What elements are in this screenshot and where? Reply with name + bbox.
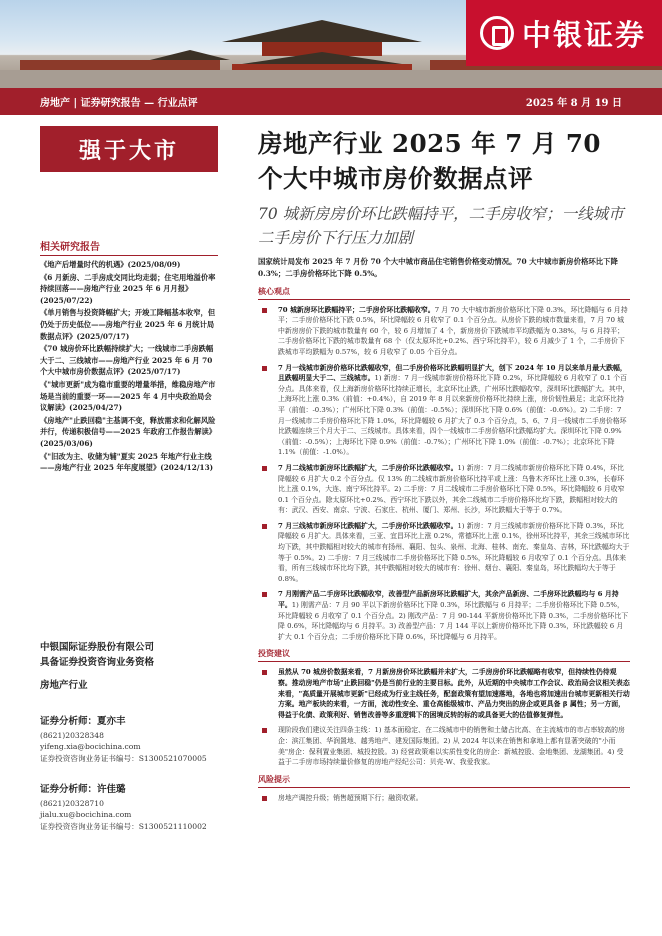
core-view-text: 1) 新房：7 月三线城市新房价格环比下降 0.3%，环比降幅较 6 月扩大。具体来看，三亚、宜昌环比上涨 0.2%，常德环比上涨 0.1%，徐州环比持平，其余三线城市环比均下跌，其中跌幅相对较大的城市有扬州、襄阳、包头、泉州、北海、桂林、南充、秦皇岛、吉林，环比跌幅均大于等于 0.5%。2) 二手房：7 月三线城市二手房价格环比下降 0.5%，环比降幅较 6 月收窄了 0.1 个百分点。具体来看，所有三线城市环比均下跌，其中跌幅相对较大的城市有：徐州、烟台、襄阳、秦皇岛，环比跌幅均大于等于 0.8%。 xyxy=(278,521,630,583)
palace-wall-left xyxy=(20,60,220,70)
analyst-email[interactable]: jialu.xu@bocichina.com xyxy=(40,810,132,819)
palace-roof-graphic xyxy=(222,20,422,42)
analyst-license: 证券投资咨询业务证书编号：S1300521070005 xyxy=(40,753,207,763)
core-view-lead: 7 月刚需产品二手房环比跌幅收窄，改善型产品新房环比跌幅扩大，其余产品新房、二手房环比跌幅均与 6 月持平。 xyxy=(278,590,619,610)
risk-heading: 风险提示 xyxy=(258,774,630,788)
core-views-heading: 核心观点 xyxy=(258,286,630,300)
investment-advice-item xyxy=(258,667,630,720)
analyst-phone: (8621)20328710 xyxy=(40,798,104,808)
side-pavilion-graphic xyxy=(150,50,230,60)
related-report-item[interactable]: 《70 城房价环比跌幅持续扩大；一线城市二手房跌幅大于二、三线城市——房地产行业 2025 年 6 月 70 个大中城市房价数据点评》(2025/07/17) xyxy=(40,344,214,377)
palace-lower-roof-graphic xyxy=(242,52,402,64)
plaza-ground xyxy=(0,70,662,88)
analyst-license: 证券投资咨询业务证书编号：S1300521110002 xyxy=(40,821,207,831)
related-reports-title: 相关研究报告 xyxy=(40,238,218,256)
report-subtitle: 70 城新房房价环比跌幅持平，二手房收窄；一线城市二手房价下行压力加剧 xyxy=(258,205,624,247)
report-intro: 国家统计局发布 2025 年 7 月份 70 个大中城市商品住宅销售价格变动情况。70 大中城市新房价格环比下降 0.3%；二手房价格环比下降 0.5%。 xyxy=(258,257,618,278)
core-view-text: 7 月 70 大中城市新房价格环比下降 0.3%，环比降幅与 6 月持平；二手房价格环比下跌 0.5%，环比降幅较 6 月收窄了 0.1 个百分点。从房价下跌的城市数量来看，7 月 70 城中新房房价下跌的城市数量有 60 个，较 6 月增加了 4 个，新房房价下跌城市平均跌幅为 0.38%，与 6 月持平；二手房价格环比下跌的城市数量有 68 个（仅太原环比+0.2%、西宁环比持平），较 6 月减少了 1 个，二手房价下跌城市平均跌幅为 0.57%，较 6 月收窄了 0.05 个百分点。 xyxy=(278,305,628,356)
report-meta-bar xyxy=(0,88,662,115)
analyst-card xyxy=(40,784,218,832)
core-view-lead: 7 月三线城市新房环比跌幅扩大，二手房价环比跌幅收窄。 xyxy=(278,521,458,530)
company-info xyxy=(40,640,218,693)
boc-emblem-icon xyxy=(480,16,514,50)
core-view-text: 1) 新房：7 月二线城市新房价格环比下降 0.4%，环比降幅较 6 月扩大 0.2 个百分点。仅 13% 的二线城市新房价格环比持平或上涨：乌鲁木齐环比上涨 0.3%，长春环比上涨 0.1%，大连、南宁环比持平。2) 二手房：7 月二线城市二手房价格环比下降 0.5%，环比降幅较 6 月收窄 0.1 个百分点。除太原环比+0.2%、西宁环比下跌以外，其余二线城市二手房价格环比均下跌，跌幅相对较大的有：武汉、西安、南京、宁波、石家庄、杭州、厦门、郑州、长沙，环比跌幅大于等于 0.7%。 xyxy=(278,463,625,515)
report-title: 房地产行业 2025 年 7 月 70 个大中城市房价数据点评 xyxy=(258,129,601,193)
investment-advice-item xyxy=(258,725,630,767)
header-banner xyxy=(0,0,662,88)
report-date: 2025 年 8 月 19 日 xyxy=(525,98,622,109)
brand-name: 中银证券 xyxy=(522,17,647,52)
analyst-phone: (8621)20328348 xyxy=(40,730,104,740)
brand-logo xyxy=(466,0,662,66)
related-report-item[interactable]: 《地产后增量时代的机遇》(2025/08/09) xyxy=(40,260,181,269)
investment-advice-text: 现阶段我们建议关注四条主线：1) 基本面稳定、在二线城市中的销售和土储占比高、在主流城市的市占率较高的房企：滨江集团、华润置地、越秀地产、建发国际集团。2) 从 2024 年以来在销售和拿地上都有显著突破的"小而美"房企：保利置业集团、城投控股。3) 经营政策难以实质性变化的房企：新城控股、金地集团、龙湖集团。4) 受益于二手房市场持续量价修复的房地产经纪公司：贝壳-W、我爱我家。 xyxy=(278,726,625,767)
left-column xyxy=(40,116,218,172)
core-view-lead: 70 城新房环比跌幅持平；二手房价环比跌幅收窄。 xyxy=(278,305,435,314)
related-report-item[interactable]: 《"旧改为主、收储为辅"夏实 2025 年地产行业主线——房地产行业 2025 年年度展望》(2024/12/13) xyxy=(40,451,214,473)
main-column xyxy=(258,116,630,803)
report-category: 房地产 | 证券研究报告 — 行业点评 xyxy=(40,98,198,109)
analyst-name: 证券分析师：夏亦丰 xyxy=(40,716,126,727)
core-view-text: 1) 新房：7 月一线城市新房价格环比下降 0.2%，环比降幅较 6 月收窄了 0.1 个百分点。具体来看，仅上海新房价格环比持续正增长，北京环比止跌，广州环比跌幅收窄，深圳环比跌幅扩大。其中，上海环比上涨 0.3%（前值：+0.4%），自 2019 年 8 月以来新房价格环比持续上涨，房价韧性最足；北京环比持平（前值：-0.3%）；广州环比下降 0.3%（前值：-0.5%）；深圳环比下降 0.6%（前值：-0.6%）。2) 二手房：7 月一线城市二手房价格环比下降 1.0%，环比降幅较 6 月扩大了 0.3 个百分点，5、6、7 月一线城市二手房价格环比跌幅连续三个月大于二、三线城市。具体来看，四个一线城市二手房价格环比跌幅均扩大。深圳环比下降 0.9%（前值：-0.5%）；上海环比下降 0.9%（前值：-0.7%）；广州环比下降 1.0%（前值：-0.7%）；北京环比下降 1.1%（前值：-1.0%）。 xyxy=(278,374,630,457)
core-view-item xyxy=(258,521,630,585)
related-report-item[interactable]: 《6 月新房、二手房成交同比均走弱；住宅用地溢价率持续回落——房地产行业 2025 年 6 月月报》(2025/07/22) xyxy=(40,272,216,305)
related-report-item[interactable]: 《房地产"止跌回稳"主基调不变，释放需求和化解风险并行，传递积极信号——2025 年政府工作报告解读》(2025/03/06) xyxy=(40,415,217,448)
company-name: 中银国际证券股份有限公司 xyxy=(40,642,155,653)
risk-item: 房地产调控升级；销售超预期下行；融资收紧。 xyxy=(258,793,630,804)
analyst-card xyxy=(40,716,218,764)
related-reports xyxy=(40,238,218,475)
sector-name: 房地产行业 xyxy=(40,680,88,691)
core-view-lead: 7 月二线城市新房环比跌幅扩大，二手房价环比跌幅收窄。 xyxy=(278,463,458,472)
analyst-name: 证券分析师：许佳璐 xyxy=(40,784,126,795)
core-view-lead: 7 月一线城市新房价格环比跌幅收窄，但二手房价格环比跌幅明显扩大，创下 2024 年 10 月以来单月最大跌幅，且跌幅明显大于二、三线城市。 xyxy=(278,363,627,383)
related-report-item[interactable]: 《单月销售与投资降幅扩大；开竣工降幅基本收窄，但仍处于历史低位——房地产行业 2025 年 6 月统计局数据点评》(2025/07/17) xyxy=(40,308,216,341)
company-qualification: 具备证券投资咨询业务资格 xyxy=(40,657,155,668)
analyst-email[interactable]: yifeng.xia@bocichina.com xyxy=(40,742,141,751)
investment-advice-lead: 虽然从 70 城房价数据来看，7 月新房房价环比跌幅并未扩大，二手房房价环比跌幅略有收窄，但持续性仍待观察。推动房地产市场"止跌回稳"仍是当前行业的主要目标。此外，从近期的中央城市工作会议、政治局会议相关表态来看，"高质量开展城市更新"已经成为行业主线任务，配套政策有望加速落地，各地也将加速出台城市更新相关行动方案。地产板块的来看，一方面，流动性安全、重仓高能级城市、产品力突出的房企或更具备 β 属性；另一方面，得益于化债、政策利好、销售改善等多重逻辑下的困境反转的标的或具备更大的估值修复弹性。 xyxy=(278,668,630,719)
related-report-item[interactable]: 《"城市更新"成为稳市重要的增量举措，维稳房地产市场是当前的重要一环——2025 年 4 月中央政治局会议解读》(2025/04/27) xyxy=(40,379,216,413)
core-view-text: 1) 刚需产品：7 月 90 平以下新房价格环比下降 0.3%，环比跌幅与 6 月持平；二手房价格环比下降 0.5%，环比降幅较 6 月收窄了 0.1 个百分点。2) 刚改产品：7 月 90-144 平新房价格环比下降 0.3%，二手房价格环比下降 0.6%，环比降幅均与 6 月持平。3) 改善型产品：7 月 144 平以上新房价格环比下降 0.3%，环比跌幅较 6 月扩大 0.1 个百分点；二手房价格环比下降 0.6%，环比降幅与 6 月持平。 xyxy=(278,601,629,641)
rating-badge: 强于大市 xyxy=(40,126,218,172)
core-view-item xyxy=(258,363,630,458)
core-view-item xyxy=(258,589,630,642)
core-view-item xyxy=(258,305,630,358)
core-view-item xyxy=(258,463,630,516)
investment-advice-heading: 投资建议 xyxy=(258,648,630,662)
